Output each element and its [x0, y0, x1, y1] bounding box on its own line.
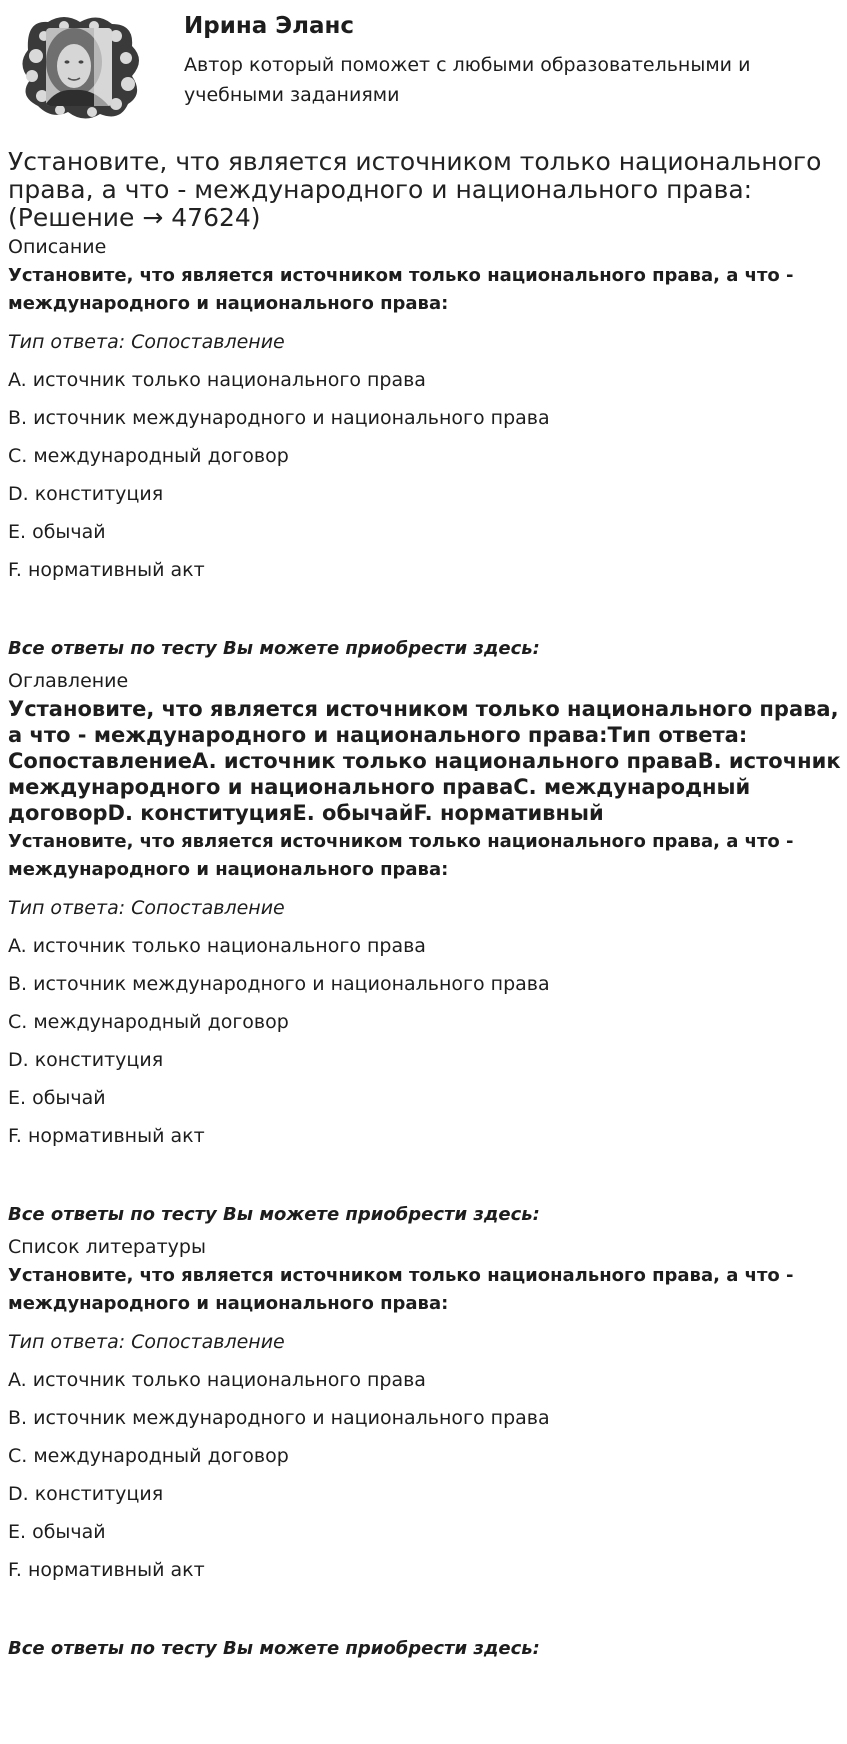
option-e: E. обычай: [8, 1087, 106, 1109]
options-list: [8, 369, 843, 582]
option-b: B. источник международного и национального права: [8, 407, 550, 429]
option-c: C. международный договор: [8, 1445, 289, 1467]
options-list: [8, 935, 843, 1148]
page-title: Установите, что является источником только национального права, а что - международного и национального права: (Решение → 47624): [8, 147, 822, 232]
author-name[interactable]: Ирина Эланс: [184, 13, 355, 39]
question-text: Установите, что является источником только национального права, а что - международного и национального права:: [8, 265, 794, 314]
section-body-toc: [8, 828, 843, 1226]
section-label-toc: Оглавление: [8, 670, 129, 692]
option-c: C. международный договор: [8, 1011, 289, 1033]
question-text: Установите, что является источником только национального права, а что - международного и национального права:: [8, 831, 794, 880]
section-body-description: [8, 262, 843, 660]
section-description: [8, 236, 843, 660]
option-b: B. источник международного и национального права: [8, 973, 550, 995]
option-c: C. международный договор: [8, 445, 289, 467]
answer-type: Тип ответа: Сопоставление: [8, 331, 285, 353]
option-a: A. источник только национального права: [8, 369, 426, 391]
author-description: Автор который поможет с любыми образовательными и учебными заданиями: [184, 54, 751, 106]
purchase-answers-text: Все ответы по тесту Вы можете приобрести здесь:: [8, 1204, 540, 1225]
avatar-photo-frame-icon: [8, 10, 150, 126]
option-b: B. источник международного и национального права: [8, 1407, 550, 1429]
option-a: A. источник только национального права: [8, 1369, 426, 1391]
options-list: [8, 1369, 843, 1582]
section-bibliography: [8, 1236, 843, 1660]
option-e: E. обычай: [8, 1521, 106, 1543]
section-label-description: Описание: [8, 236, 107, 258]
answer-type: Тип ответа: Сопоставление: [8, 1331, 285, 1353]
section-body-bibliography: [8, 1262, 843, 1660]
toc-heading: Установите, что является источником только национального права, а что - международного и национального права:Тип ответа: СопоставлениеA. источник только национального праваB. источник международного и национального праваC. международный договорD. конституцияE. обычайF. нормативный: [8, 697, 841, 825]
option-f: F. нормативный акт: [8, 1125, 205, 1147]
section-label-bibliography: Список литературы: [8, 1236, 206, 1258]
option-d: D. конституция: [8, 1483, 164, 1505]
option-d: D. конституция: [8, 483, 164, 505]
main-content: [8, 148, 843, 1670]
author-card: [0, 0, 847, 140]
question-text: Установите, что является источником только национального права, а что - международного и национального права:: [8, 1265, 794, 1314]
purchase-answers-text: Все ответы по тесту Вы можете приобрести здесь:: [8, 638, 540, 659]
author-avatar[interactable]: [8, 10, 150, 126]
option-d: D. конституция: [8, 1049, 164, 1071]
option-a: A. источник только национального права: [8, 935, 426, 957]
option-e: E. обычай: [8, 521, 106, 543]
section-toc: [8, 670, 843, 1226]
option-f: F. нормативный акт: [8, 559, 205, 581]
purchase-answers-text: Все ответы по тесту Вы можете приобрести здесь:: [8, 1638, 540, 1659]
option-f: F. нормативный акт: [8, 1559, 205, 1581]
answer-type: Тип ответа: Сопоставление: [8, 897, 285, 919]
